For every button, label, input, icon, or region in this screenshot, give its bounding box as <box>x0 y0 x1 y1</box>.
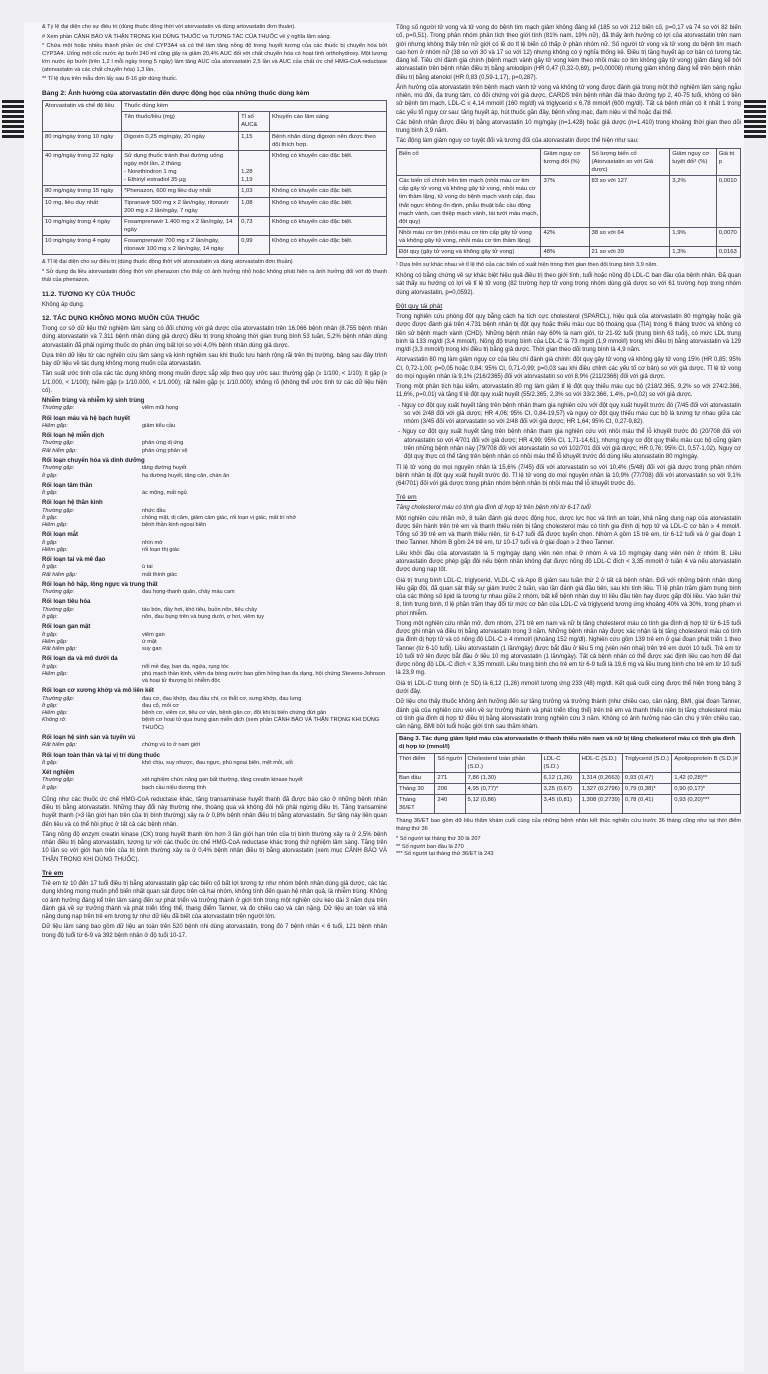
adverse-effect-row <box>42 664 387 671</box>
table-cell: 206 <box>435 784 465 795</box>
table-header: Tỉ số AUC& <box>239 112 270 131</box>
table-header: Thuốc dùng kèm <box>122 101 387 112</box>
table-cell: 10 mg/ngày trong 4 ngày <box>43 216 122 235</box>
bullet-text: Nguy cơ đột quỵ xuất huyết tăng trên bệnh nhân tham gia nghiên cứu với đột quỵ xuất huyết trước đó (7/45 đối với atorvastatin so với 2/48 đối với giả dược; HR 4,06; 95% CI, 0,84-19,57) và nguy cơ đột quỵ thiếu máu cục bộ là tương tự nhau giữa các nhóm (3/45 đối với atorvastatin so với 2/48 đối với giả dược; HR 1,64; 95% CI, 0,27-9,82). <box>401 402 741 426</box>
table-cell: Không có khuyến cáo đặc biệt. <box>270 236 387 255</box>
effect-text: bạch cầu niệu dương tính <box>142 784 207 791</box>
table-row <box>43 131 387 150</box>
table-note: ** Số người ban đầu là 270 <box>396 843 464 850</box>
crop-bar <box>2 130 24 133</box>
paragraph: Trong cơ sở dữ liệu thử nghiệm lâm sàng có đối chứng với giả dược của atorvastatin trên 16.066 bệnh nhân (8.755 bệnh nhân dùng atorvastatin và 7.311 bệnh nhân dùng giả dược) điều trị trong khoảng thời gian trung bình 53 tuần, 5,2% bệnh nhân dùng atorvastatin đã phải ngừng thuốc do phản ứng bất lợi so với 4,0% bệnh nhân dùng giả dược. <box>42 325 387 349</box>
table-cell: 10 mg, liều duy nhất <box>43 197 122 216</box>
organ-system-heading: Rối loạn da và mô dưới da <box>42 656 118 663</box>
table-cell: Không có khuyến cáo đặc biệt. <box>270 197 387 216</box>
organ-system-heading: Rối loạn hệ miễn dịch <box>42 433 105 440</box>
effect-text: chóng mặt, dị cảm, giảm cảm giác, rối loạn vị giác, mất trí nhớ <box>142 514 297 521</box>
paragraph: Giá trị trung bình LDL-C, triglycerid, VLDL-C và Apo B giảm sau tuần thứ 2 ở tất cả bệnh nhân. Đối với những bệnh nhân dùng liều gấp đôi, đã quan sát thấy sự giảm trước 2 tuần, vào lần đánh giá đầu tiên, sau khi tính liều. Tỉ lệ phần trăm giảm trung bình của các thông số lipid là tương tự nhau giữa 2 nhóm, bất kể bệnh nhân duy trì liều đầu tiên hay được gấp đôi liều. Vào tuần thứ 8, tính trung bình, tỉ lệ phần trăm thay đổi từ mức cơ bản của LDL-C và triglycerid tương ứng khoảng 40% và 30%, trong phạm vi phơi nhiễm. <box>396 577 741 617</box>
table-cell: 40 mg/ngày trong 22 ngày <box>43 150 122 186</box>
effect-text: chứng vú to ở nam giới <box>142 742 201 749</box>
table-header: HDL-C (S.D.) <box>579 753 622 772</box>
frequency-label: Hiếm gặp: <box>42 522 68 529</box>
crop-bar <box>744 135 766 138</box>
adverse-effect-row <box>42 490 387 497</box>
bullet-item: - Nguy cơ đột quỵ xuất huyết tăng trên bệnh nhân tham gia nghiên cứu với nhồi máu thể lỗ khuyết trước đó (20/708 đối với atorvastatin so với 4/701 đối với giả dược; HR 4,99; 95% CI, 1,71-14,61), nhưng nguy cơ đột quỵ thiếu máu cục bộ cũng giảm trên những bệnh nhân này (79/708 đối với atorvastatin so với 102/701 đối với giả dược; HR 0,76; 95% CI, 0,57-1,02). Nguy cơ đột quỵ thực có thể tăng trên bệnh nhân có nhồi máu thể lỗ khuyết trước đó dùng liều atorvastatin 80 mg/ngày. <box>398 429 741 461</box>
effect-text: mất thính giác <box>142 571 178 578</box>
table-header-row <box>397 148 741 175</box>
table-header: Apolipoprotein B (S.D.)# <box>672 753 741 772</box>
bullet-text: Nguy cơ đột quỵ xuất huyết tăng trên bệnh nhân tham gia nghiên cứu với nhồi máu thể lỗ khuyết trước đó (20/708 đối với atorvastatin so với 4/701 đối với giả dược; HR 4,99; 95% CI, 1,71-14,61), nhưng nguy cơ đột quỵ thiếu máu cục bộ cũng giảm trên những bệnh nhân này (79/708 đối với atorvastatin so với 102/701 đối với giả dược; HR 0,76; 95% CI, 0,57-1,02). Nguy cơ đột quỵ thực có thể tăng trên bệnh nhân có nhồi máu thể lỗ khuyết trước đó dùng liều atorvastatin 80 mg/ngày. <box>402 429 741 461</box>
paragraph: Tổng số người tử vong và tử vong do bệnh tim mạch giảm không đáng kể (185 so với 212 biến cố, p=0,17 và 74 so với 82 biến cố, p=0,51). Trong phân nhóm phân tích theo giới tính (81% nam, 19% nữ), đã thấy ảnh hưởng có lợi của atorvastatin trên nam giới nhưng không thấy trên nữ giới có lẽ do tỉ lệ biến cố thấp ở phân nhóm nữ. Số người tử vong và tử vong do bệnh tim mạch cao hơn ở nhóm nữ (38 so với 30 và 17 so với 12) nhưng không có ý nghĩa thống kê. Điều trị tăng huyết áp cơ bản có tương tác đáng kể. Tiêu chí đánh giá chính (bệnh mạch vành gây tử vong kèm theo nhồi máu cơ tim không gây tử vong) giảm đáng kể bởi atorvastatin trên bệnh nhân điều trị bằng amlodipin (HR 0,47 (0,32-0,69), p=0,00008) nhưng giảm không đáng kể trên bệnh nhân điều trị bằng atenolol (HR 0,83 (0,59-1,17), p=0,287). <box>396 25 741 81</box>
adverse-effect-row <box>42 522 387 529</box>
table-header: Cholesterol toàn phần (S.D.) <box>465 753 541 772</box>
table-cell: 80 mg/ngày trong 10 ngày <box>43 131 122 150</box>
table3 <box>396 733 741 814</box>
effect-text: khó chịu, suy nhược, đau ngực, phù ngoại biên, mệt mỏi, sốt <box>142 759 293 766</box>
table-cell: 4,95 (0,77)* <box>465 784 541 795</box>
organ-system-heading: Rối loạn tiêu hóa <box>42 599 91 606</box>
adverse-effect-row <box>42 473 387 480</box>
table-note: & Tỉ lệ đại diện cho sự điều trị (dùng thuốc đồng thời với atorvastatin và dùng atorvastatin đơn thuần) <box>42 259 293 266</box>
organ-system-heading: Rối loạn tai và mê đạo <box>42 557 106 564</box>
frequency-label: Thường gặp: <box>42 777 75 784</box>
adverse-effect-row <box>42 671 387 686</box>
effect-text: bệnh cơ hoại tử qua trung gian miễn dịch (xem phần CẢNH BÁO VÀ THẬN TRỌNG KHI DÙNG THUỐC) <box>142 717 380 731</box>
table-cell: 1,308 (0,2739) <box>579 795 622 814</box>
effect-text: xét nghiệm chức năng gan bất thường, tăng creatin kinase huyết <box>142 777 303 784</box>
table-cell: Fosamprenavir 1.400 mg x 2 lần/ngày, 14 ngày <box>122 216 239 235</box>
leaflet-page <box>24 22 744 1372</box>
table-row <box>43 197 387 216</box>
effect-text: táo bón, đầy hơi, khó tiêu, buồn nôn, tiêu chảy <box>142 606 258 613</box>
adverse-effect-row <box>42 465 387 472</box>
frequency-label: Ít gặp: <box>42 564 58 571</box>
organ-system-heading: Rối loạn toàn thân và tại vị trí dùng thuốc <box>42 752 161 759</box>
table-cell: Tháng 30 <box>397 784 435 795</box>
frequency-label: Hiếm gặp: <box>42 670 68 677</box>
table-cell: Các biến cố chính trên tim mạch (nhồi máu cơ tim cấp gây tử vong và không gây tử vong, nhồi máu cơ tim thầm lặng, tử vong do bệnh mạch vành cấp, đau thắt ngực không ổn định, phẫu thuật bắc cầu động mạch vành, can thiệp mạch vành, tái tưới máu mạch, đột quỵ) <box>397 176 541 228</box>
adverse-effects-list <box>42 397 387 792</box>
table-cell: 7,86 (1,30) <box>465 772 541 783</box>
table-cell: Digoxin 0,25 mg/ngày, 20 ngày <box>122 131 239 150</box>
adverse-effect-row <box>42 448 387 455</box>
paragraph: Ảnh hưởng của atorvastatin trên bệnh mạch vành tử vong và không tử vong được đánh giá trong một thử nghiệm lâm sàng ngẫu nhiên, mù đôi, đa trung tâm, có đối chứng với giả dược, CARDS trên bệnh nhân đái tháo đường typ 2, 40-75 tuổi, không có tiền sử bệnh tim mạch, LDL-C ≤ 4,14 mmol/l (160 mg/dl) và triglycerid ≤ 6,78 mmol/l (600 mg/dl). Tất cả bệnh nhân có ít nhất 1 trong các yếu tố nguy cơ sau: tăng huyết áp, hút thuốc gần đây, bệnh võng mạc, đạm niệu vi thể hoặc đại thể. <box>396 84 741 116</box>
table-cell: 1,03 <box>239 186 270 197</box>
table-note: * Sử dụng đa liều atorvastatin đồng thời với phenazon cho thấy có ảnh hưởng nhỏ hoặc không phát hiện ra ảnh hưởng đối với độ thanh thải của phenazon. <box>42 269 387 283</box>
right-column <box>396 24 741 1370</box>
effect-text: viêm gan <box>142 631 165 638</box>
effect-text: ác mộng, mất ngủ <box>142 490 187 497</box>
paragraph: Dữ liệu cho thấy thuốc không ảnh hưởng đến sự tăng trưởng và trưởng thành (như chiều cao, cân nặng, BMI, giai đoạn Tanner, đánh giá của nghiên cứu viên về sự trưởng thành và phát triển tổng thể) trên trẻ em và thanh thiếu niên bị tăng cholesterol máu có tính gia đình dị hợp tử điều trị bằng atorvastatin trong nghiên cứu 3 năm. Không có ảnh hưởng nào cần chú ý trên chiều cao, cân nặng, BMI bởi tuổi hoặc giới tính sau thăm khám. <box>396 699 741 731</box>
table2 <box>42 100 387 255</box>
frequency-label: Không rõ: <box>42 717 67 724</box>
table-header: Thời điểm <box>397 753 435 772</box>
adverse-effect-row <box>42 515 387 522</box>
table-header: Số người <box>435 753 465 772</box>
table-header: Triglycerid (S.D.) <box>622 753 671 772</box>
table-cell: 0,90 (0,17)* <box>672 784 741 795</box>
paragraph: Không áp dụng. <box>42 301 85 308</box>
frequency-label: Ít gặp: <box>42 614 58 621</box>
table-cell: 0,0163 <box>716 247 740 258</box>
table-cell: 1,42 (0,28)** <box>672 772 741 783</box>
crop-bar <box>744 110 766 113</box>
adverse-effect-row <box>42 777 387 784</box>
adverse-effect-row <box>42 696 387 703</box>
effect-text: nhức đầu <box>142 507 166 514</box>
table-cell: 37% <box>541 176 589 228</box>
effect-text: bệnh thần kinh ngoại biên <box>142 522 207 529</box>
organ-system-heading: Rối loạn hệ thần kinh <box>42 500 103 507</box>
crop-bar <box>744 115 766 118</box>
table-cell: 83 so với 127 <box>589 176 670 228</box>
table-row <box>397 176 741 228</box>
table-note: * Số người tại tháng thứ 30 là 207 <box>396 835 481 842</box>
frequency-label: Thường gặp: <box>42 465 75 472</box>
table-cell: 0,73 <box>239 216 270 235</box>
table-row <box>43 186 387 197</box>
paragraph: Trong một nghiên cứu nhãn mở, đơn nhóm, 271 trẻ em nam và nữ bị tăng cholesterol máu có tính gia đình dị hợp tử từ 6-15 tuổi được ghi nhận và điều trị bằng atorvastatin trong 3 năm. Những bệnh nhân này được xác nhận là bị tăng cholesterol máu có tính gia đình dị hợp tử và có nồng độ LDL-C ≥ 4 mmol/l (khoảng 152 mg/dl). Nghiên cứu gồm 139 trẻ em ở giai đoạn phát triển 1 theo Tanner (từ 6-10 tuổi). Liều atorvastatin (1 lần/ngày) được bắt đầu ở liều 5 mg (viên nén nhai) trên trẻ em dưới 10 tuổi. Trẻ em từ 10 tuổi trở lên được bắt đầu ở liều 10 mg atorvastatin (1 lần/ngày). Tất cả bệnh nhân có thể được xác định liều cao hơn để đạt được nồng độ LDL-C đích < 3,35 mmol/l. Liều trung bình cho trẻ em từ 6-9 tuổi là 19,6 mg và liều trung bình cho trẻ em từ 10 tuổi là 23,9 mg. <box>396 620 741 677</box>
subheading: Tăng cholesterol máu có tính gia đình dị hợp tử trên bệnh nhi từ 6-17 tuổi <box>396 505 591 512</box>
table-cell: Không có khuyến cáo đặc biệt. <box>270 216 387 235</box>
adverse-effect-row <box>42 785 387 792</box>
paragraph: Liều khởi đầu của atorvastatin là 5 mg/ngày dạng viên nén nhai ở nhóm A và 10 mg/ngày dạng viên nén ở nhóm B. Liều atorvastatin được phép gấp đôi nếu bệnh nhân không đạt được nồng độ LDL-C đích < 3,35 mmol/l ở tuần 4 và nếu atorvastatin được dung nạp tốt. <box>396 550 741 574</box>
table-cell: Bệnh nhân dùng digoxin nên được theo dõi thích hợp. <box>270 131 387 150</box>
frequency-label: Ít gặp: <box>42 514 58 521</box>
effect-text: phù mạch thần kinh, viêm da bóng nước bao gồm hồng ban đa dạng, hội chứng Stevens-Johnson và hoại tử thượng bì nhiễm độc <box>142 670 386 685</box>
effect-text: ứ mật <box>142 638 157 645</box>
cards-results-table <box>396 148 741 259</box>
paragraph: Trong một phân tích hậu kiểm, atorvastatin 80 mg làm giảm tỉ lệ đột quỵ thiếu máu cục bộ (218/2.365, 9,2% so với 274/2.366, 11,6%, p=0,01) và tăng tỉ lệ đột quỵ xuất huyết (55/2.365, 2,3% so với 33/2.366, 1,4%, p=0,02) so với giả dược. <box>396 384 741 399</box>
table-cell: 5,12 (0,86) <box>465 795 541 814</box>
adverse-effect-row <box>42 440 387 447</box>
top-notes <box>42 24 387 84</box>
frequency-label: Ít gặp: <box>42 784 58 791</box>
table-header: LDL-C (S.D.) <box>541 753 579 772</box>
section-heading: Trẻ em <box>396 494 417 502</box>
frequency-label: Thường gặp: <box>42 606 75 613</box>
paragraph: Trong nghiên cứu phòng đột quỵ bằng cách hạ tích cực cholesterol (SPARCL), hiệu quả của atorvastatin 80 mg/ngày hoặc giả dược được đánh giá trên 4.731 bệnh nhân bị đột quỵ hoặc thiếu máu cục bộ thoáng qua (TIA) trong 6 tháng trước và không có tiền sử bệnh mạch vành (CHD). Những bệnh nhân này 60% là nam giới, từ 21-92 tuổi (trung bình 63 tuổi), có mức LDL trung bình là 133 mg/dl (3,4 mmol/l). Nồng độ trung bình của LDL-C là 73 mg/dl (1,9 mmol/l) trong khi điều trị bằng atorvastatin và 129 mg/dl (3,3 mmol/l) trong khi điều trị bằng giả dược. Thời gian theo dõi trung bình là 4,9 năm. <box>396 314 741 354</box>
table-header: Giá trị p <box>716 148 740 175</box>
organ-system-heading: Rối loạn máu và hệ bạch huyết <box>42 415 131 422</box>
table-cell: Không có khuyến cáo đặc biệt. <box>270 186 387 197</box>
adverse-effect-row <box>42 423 387 430</box>
table-cell: 1,9% <box>670 227 716 246</box>
paragraph: Atorvastatin 80 mg làm giảm nguy cơ của tiêu chí đánh giá chính: đột quỵ gây tử vong và không gây tử vong 15% (HR 0,85; 95% CI, 0,72-1,00; p=0,05 hoặc 0,84; 95% CI, 0,71-0,99; p=0,03 sau khi điều chỉnh các yếu tố cơ bản) so với giả dược. Tỉ lệ tử vong do mọi nguyên nhân là 9,1% (216/2365) đối với atorvastatin so với 8,9% (211/2366) đối với giả dược. <box>396 357 741 380</box>
adverse-effect-row <box>42 632 387 639</box>
table-cell: 1,08 <box>239 197 270 216</box>
table-cell: *Phenazon, 600 mg liều duy nhất <box>122 186 239 197</box>
crop-bar <box>744 100 766 103</box>
table-row <box>43 216 387 235</box>
table-cell: 0,79 (0,38)* <box>622 784 671 795</box>
adverse-effect-row <box>42 742 387 749</box>
organ-system-heading: Rối loạn chuyển hóa và dinh dưỡng <box>42 457 145 464</box>
effect-text: giảm tiểu cầu <box>142 422 176 429</box>
frequency-label: Ít gặp: <box>42 702 58 709</box>
table-cell: 1,314 (0,2663) <box>579 772 622 783</box>
effect-text: nổi mề đay, ban da, ngứa, rụng tóc <box>142 663 229 670</box>
frequency-label: Ít gặp: <box>42 490 58 497</box>
paragraph: Cũng như các thuốc ức chế HMG-CoA reductase khác, tăng transaminase huyết thanh đã được báo cáo ở những bệnh nhân điều trị bằng atorvastatin. Những thay đổi này thường nhẹ, thoáng qua và không đòi hỏi phải ngừng điều trị. Tăng transamine huyết thanh (>3 lần giới hạn trên của trị bình thường) xảy ra ở 0,8% bệnh nhân điều trị bằng atorvastatin. Sự tăng này liên quan đến liều và có thể hồi phục ở tất cả các bệnh nhân. <box>42 796 387 828</box>
crop-bar <box>2 115 24 118</box>
adverse-effect-row <box>42 540 387 547</box>
table-cell: 42% <box>541 227 589 246</box>
table-caption-row <box>397 734 741 753</box>
table-cell: 1,3% <box>670 247 716 258</box>
note: * Chứa một hoặc nhiều thành phần ức chế CYP3A4 và có thể làm tăng nồng độ trong huyết tương của các thuốc bị chuyển hóa bởi CYP3A4. Uống một cốc nước ép bưởi 240 ml cũng gây ra giảm 20,4% AUC đối với chất chuyển hóa có hoạt tính orthohydroxy. Một lượng lớn nước ép bưởi (trên 1,2 l mỗi ngày trong 5 ngày) làm tăng AUC của atorvastatin 2,5 lần và AUC của chất ức chế HMG-CoA reductase (atorvastatin và các chất chuyển hóa) 1,3 lần. <box>42 43 387 73</box>
table-row <box>397 227 741 246</box>
effect-text: phản ứng phản vệ <box>142 447 188 454</box>
frequency-label: Ít gặp: <box>42 539 58 546</box>
table-cell: 3,2% <box>670 176 716 228</box>
table-cell: Tháng 36/ET <box>397 795 435 814</box>
organ-system-heading: Rối loạn cơ xương khớp và mô liên kết <box>42 688 154 695</box>
organ-system-heading: Rối loạn gan mật <box>42 624 91 631</box>
table-cell: Tipranavir 500 mg x 2 lần/ngày, ritonavir 200 mg x 2 lần/ngày, 7 ngày <box>122 197 239 216</box>
paragraph: Dựa trên dữ liệu từ các nghiên cứu lâm sàng và kinh nghiệm sau khi thuốc lưu hành rộng rãi trên thị trường, bảng sau đây trình bày dữ liệu về tác dụng không mong muốn của atorvastatin. <box>42 352 387 368</box>
table-header: Khuyến cáo lâm sàng <box>270 112 387 131</box>
adverse-effect-row <box>42 547 387 554</box>
paragraph: Không có bằng chứng về sự khác biệt hiệu quả điều trị theo giới tính, tuổi hoặc nồng độ LDL-C ban đầu của bệnh nhân. Đã quan sát thấy xu hướng có lợi về tỉ lệ tử vong (82 trường hợp tử vong trong nhóm dùng giả dược so với 61 trường hợp trong nhóm dùng atorvastatin, p=0,0592). <box>396 273 741 296</box>
bullet-item: - Nguy cơ đột quỵ xuất huyết tăng trên bệnh nhân tham gia nghiên cứu với đột quỵ xuất huyết trước đó (7/45 đối với atorvastatin so với 2/48 đối với giả dược; HR 4,06; 95% CI, 0,84-19,57) và nguy cơ đột quỵ thiếu máu cục bộ là tương tự nhau giữa các nhóm (3/45 đối với atorvastatin so với 2/48 đối với giả dược; HR 1,64; 95% CI, 0,27-9,82). <box>398 402 741 426</box>
table-row <box>43 150 387 186</box>
table-row <box>397 784 741 795</box>
table-cell: Fosamprenavir 700 mg x 2 lần/ngày, ritonavir 100 mg x 2 lần/ngày, 14 ngày <box>122 236 239 255</box>
adverse-effect-row <box>42 646 387 653</box>
organ-system-heading: Rối loạn hô hấp, lồng ngực và trung thất <box>42 581 158 588</box>
effect-text: hạ đường huyết, tăng cân, chán ăn <box>142 472 230 479</box>
table-cell: 1,28 1,19 <box>239 150 270 186</box>
table-cell: 1,327 (0,2796) <box>579 784 622 795</box>
paragraph: Trẻ em từ 10 đến 17 tuổi điều trị bằng atorvastatin gặp các biến cố bất lợi tương tự như nhóm bệnh nhân dùng giả dược, các tác dụng không mong muốn phổ biến nhất quan sát được trên cả hai nhóm, không tính đến quan hệ nhân quả, là nhiễm trùng. Không có ảnh hưởng đáng kể trên lâm sàng đến sự phát triển và trưởng thành ở giới tính trong một nghiên cứu kéo dài 3 năm dựa trên đánh giá về sự trưởng thành và phát triển tổng thể, thang điểm Tanner, và đo chiều cao và cân nặng. Dữ liệu an toàn và khả năng dung nạp trên trẻ em tương tự như dữ liệu đã biết của atorvastatin trên người lớn. <box>42 881 387 921</box>
effect-text: đau cổ, mỏi cơ <box>142 702 179 709</box>
table-note: ¹ Dựa trên sự khác nhau về tỉ lệ thô của các biến cố xuất hiện trong thời gian theo dõi trung bình 3,9 năm. <box>396 262 658 269</box>
adverse-effect-row <box>42 703 387 710</box>
frequency-label: Rất hiếm gặp: <box>42 646 77 653</box>
adverse-effect-row <box>42 405 387 412</box>
table-cell: Ban đầu <box>397 772 435 783</box>
crop-bar <box>744 105 766 108</box>
adverse-effect-row <box>42 589 387 596</box>
table-cell: 38 so với 64 <box>589 227 670 246</box>
section-heading: 11.2. TƯƠNG KỴ CỦA THUỐC <box>42 290 136 298</box>
table-header: Số lượng biến cố (Atorvastatin so với Giả dược) <box>589 148 670 175</box>
frequency-label: Thường gặp: <box>42 695 75 702</box>
table-cell: 0,0010 <box>716 176 740 228</box>
paragraph: Tần suất ước tính của các tác dụng không mong muốn được sắp xếp theo quy ước sau: thường gặp (≥ 1/100, < 1/10); ít gặp (≥ 1/1.000, < 1/100); hiếm gặp (≥ 1/10.000, < 1/1.000); rất hiếm gặp (≤ 1/10.000); không rõ (không thể ước tính từ các dữ liệu hiện có). <box>42 371 387 394</box>
note: ** Tỉ lệ dựa trên mẫu đơn lấy sau 8-16 giờ dùng thuốc. <box>42 76 178 83</box>
section-heading: 12. TÁC DỤNG KHÔNG MONG MUỐN CỦA THUỐC <box>42 314 200 322</box>
table-row <box>397 772 741 783</box>
effect-text: nhìn mờ <box>142 539 163 546</box>
note: & Tỷ lệ đại diện cho sự điều trị (dùng thuốc đồng thời với atorvastatin và dùng artovastatin đơn thuần). <box>42 24 296 30</box>
organ-system-heading: Nhiễm trùng và nhiễm ký sinh trùng <box>42 398 145 405</box>
frequency-label: Rất hiếm gặp: <box>42 571 77 578</box>
section-heading: Đột quỵ tái phát <box>396 302 443 310</box>
crop-bar <box>2 135 24 138</box>
effect-text: nôn, đau bụng trên và bụng dưới, ợ hơi, viêm tụy <box>142 614 265 621</box>
frequency-label: Ít gặp: <box>42 631 58 638</box>
table-cell: Không có khuyến cáo đặc biệt. <box>270 150 387 186</box>
frequency-label: Rất hiếm gặp: <box>42 447 77 454</box>
crop-bar <box>2 125 24 128</box>
frequency-label: Thường gặp: <box>42 507 75 514</box>
effect-text: bệnh cơ, viêm cơ, tiêu cơ vân, bệnh gân cơ, đôi khi bị biến chứng đứt gân <box>142 710 327 717</box>
frequency-label: Hiếm gặp: <box>42 546 68 553</box>
adverse-effect-row <box>42 508 387 515</box>
effect-text: rối loạn thị giác <box>142 546 180 553</box>
table-row <box>43 236 387 255</box>
paragraph: Các bệnh nhân được điều trị bằng atorvastatin 10 mg/ngày (n=1.428) hoặc giả dược (n=1.410) trong khoảng thời gian theo dõi trung bình 3,9 năm. <box>396 119 741 135</box>
frequency-label: Hiếm gặp: <box>42 422 68 429</box>
table-row <box>397 795 741 814</box>
effect-text: đau cơ, đau khớp, đau đầu chi, co thắt cơ, sưng khớp, đau lưng <box>142 695 302 702</box>
frequency-label: Rất hiếm gặp: <box>42 742 77 749</box>
table-cell: 0,0070 <box>716 227 740 246</box>
table-header: Giảm nguy cơ tương đối (%) <box>541 148 589 175</box>
table2-caption: Bảng 2: Ảnh hưởng của atorvastatin đến dược động học của những thuốc dùng kèm <box>42 90 310 98</box>
adverse-effect-row <box>42 572 387 579</box>
adverse-effect-row <box>42 614 387 621</box>
table-header: Giảm nguy cơ tuyệt đối¹ (%) <box>670 148 716 175</box>
frequency-label: Hiếm gặp: <box>42 638 68 645</box>
table-cell: 21 so với 39 <box>589 247 670 258</box>
table-header: Atorvastatin và chế độ liều <box>43 101 122 131</box>
table-header-row <box>397 753 741 772</box>
table-cell: 3,25 (0,67) <box>541 784 579 795</box>
effect-text: suy gan <box>142 646 162 653</box>
adverse-effect-row <box>42 564 387 571</box>
table-cell: 0,93 (0,47) <box>622 772 671 783</box>
effect-text: phản ứng dị ứng <box>142 440 184 447</box>
effect-text: viêm mũi họng <box>142 405 179 412</box>
organ-system-heading: Rối loạn hệ sinh sản và tuyến vú <box>42 735 136 741</box>
paragraph: Một nghiên cứu nhãn mở, 8 tuần đánh giá dược động học, dược lực học và tính an toàn, khả năng dung nạp của atorvastatin được tiến hành trên trẻ em và thanh thiếu niên bị tăng cholesterol máu có tính gia đình dị hợp tử và LDL-C cơ bản ≥ 4 mmol/l. Tổng số 39 trẻ em và thanh thiếu niên, từ 6-17 tuổi đã được tuyển chọn. Nhóm A gồm 15 trẻ em, từ 6-12 tuổi và ở giai đoạn 1 theo Tanner. Nhóm B gồm 24 trẻ em, từ 10-17 tuổi và ở giai đoạn ≥ 2 theo Tanner. <box>396 515 741 547</box>
organ-system-heading: Xét nghiệm <box>42 770 75 777</box>
crop-bar <box>2 105 24 108</box>
paragraph: Dữ liệu lâm sàng bao gồm dữ liệu an toàn trên 520 bệnh nhi dùng atorvastatin, trong đó 7 bệnh nhân < 6 tuổi, 121 bệnh nhân trong độ tuổi từ 6-9 và 392 bệnh nhân ở độ tuổi 10-17. <box>42 924 387 939</box>
table-cell: 3,45 (0,81) <box>541 795 579 814</box>
left-column <box>42 24 387 1370</box>
table-note: *** Số người tại tháng thứ 36/ET là 243 <box>396 851 494 858</box>
crop-bar <box>2 120 24 123</box>
table-note: Tháng 36/ET bao gồm dữ liệu thăm khám cuối cùng của những bệnh nhân kết thúc nghiên cứu trước 36 tháng cũng như tại thời điểm tháng thứ 36 <box>396 818 741 833</box>
table-cell: 6,12 (1,26) <box>541 772 579 783</box>
organ-system-heading: Rối loạn tâm thần <box>42 482 93 489</box>
adverse-effect-row <box>42 639 387 646</box>
crop-bar <box>744 130 766 133</box>
adverse-effect-row <box>42 717 387 732</box>
frequency-label: Thường gặp: <box>42 589 75 596</box>
table-cell: 80 mg/ngày trong 15 ngày <box>43 186 122 197</box>
frequency-label: Hiếm gặp: <box>42 710 68 717</box>
table-row <box>397 247 741 258</box>
paragraph: Giá trị LDL-C trung bình (± SD) là 6,12 (1,26) mmol/l tương ứng 233 (48) mg/dl. Kết quả cuối cùng được thể hiện trong bảng 3 dưới đây. <box>396 680 741 695</box>
table-cell: Đột quỵ (gây tử vong và không gây tử vong) <box>397 247 541 258</box>
frequency-label: Ít gặp: <box>42 472 58 479</box>
table-cell: 1,15 <box>239 131 270 150</box>
effect-text: tăng đường huyết <box>142 465 187 472</box>
crop-bar <box>2 100 24 103</box>
table-cell: 240 <box>435 795 465 814</box>
table-header: Biến cố <box>397 148 541 175</box>
frequency-label: Ít gặp: <box>42 759 58 766</box>
paragraph: Tác động làm giảm nguy cơ tuyệt đối và tương đối của atorvastatin được thể hiện như sau: <box>396 138 639 145</box>
paragraph: Tỉ lệ tử vong do mọi nguyên nhân là 15,6% (7/45) đối với atorvastatin so với 10,4% (5/48) đối với giả dược trong phân nhóm bệnh nhân bị đột quỵ xuất huyết trước đó. Tỉ lệ tử vong do mọi nguyên nhân là 10,9% (77/708) đối với atorvastatin so với 9,1% (64/701) đối với giả dược trong phân nhóm bệnh nhân bị nhồi máu thể lỗ khuyết trước đó. <box>396 464 741 488</box>
crop-bar <box>744 120 766 123</box>
table-header-row <box>43 101 387 112</box>
adverse-effect-row <box>42 760 387 767</box>
frequency-label: Ít gặp: <box>42 663 58 670</box>
table-cell: Nhồi máu cơ tim (nhồi máu cơ tim cấp gây tử vong và không gây tử vong, nhồi máu cơ tim thầm lặng) <box>397 227 541 246</box>
note: # Xem phần CẢNH BÁO VÀ THẬN TRỌNG KHI DÙNG THUỐC và TƯƠNG TÁC CỦA THUỐC về ý nghĩa lâm sàng. <box>42 33 332 40</box>
effect-text: đau họng-thanh quản, chảy máu cam <box>142 589 235 596</box>
frequency-label: Thường gặp: <box>42 440 75 447</box>
table3-caption: Bảng 3. Tác dụng giảm lipid máu của atorvastatin ở thanh thiếu niên nam và nữ bị tăng cholesterol máu có tính gia đình dị hợp tử (mmol/l) <box>397 734 741 753</box>
table-cell: 0,78 (0,41) <box>622 795 671 814</box>
table-cell: 48% <box>541 247 589 258</box>
section-heading: Trẻ em <box>42 869 64 877</box>
adverse-effect-row <box>42 607 387 614</box>
effect-text: ù tai <box>142 564 153 571</box>
crop-bar <box>744 125 766 128</box>
table-cell: 271 <box>435 772 465 783</box>
organ-system-heading: Rối loạn mắt <box>42 532 79 539</box>
crop-bar <box>2 110 24 113</box>
table-header: Tên thuốc/liều (mg) <box>122 112 239 131</box>
frequency-label: Thường gặp: <box>42 405 75 412</box>
table-cell: Sử dụng thuốc tránh thai đường uống ngày một lần, 2 tháng - Norethindron 1 mg - Ethinyl estradiol 35 µg <box>122 150 239 186</box>
paragraph: Tăng nồng độ enzym creatin kinase (CK) trong huyết thanh lớn hơn 3 lần giới hạn trên của trị bình thường xảy ra ở 2,5% bệnh nhân điều trị bằng atorvastatin, tương tự với các thuốc ức chế HMG-CoA reductase khác trong thử nghiệm lâm sàng. Tăng trên 10 lần so với giới hạn trên của trị bình thường xảy ra ở 0,4% bệnh nhân điều trị bằng atorvastatin (xem mục CẢNH BÁO VÀ THẬN TRỌNG KHI DÙNG THUỐC). <box>42 831 387 863</box>
table-cell: 0,99 <box>239 236 270 255</box>
table-cell: 10 mg/ngày trong 4 ngày <box>43 236 122 255</box>
table-cell: 0,93 (0,20)*** <box>672 795 741 814</box>
